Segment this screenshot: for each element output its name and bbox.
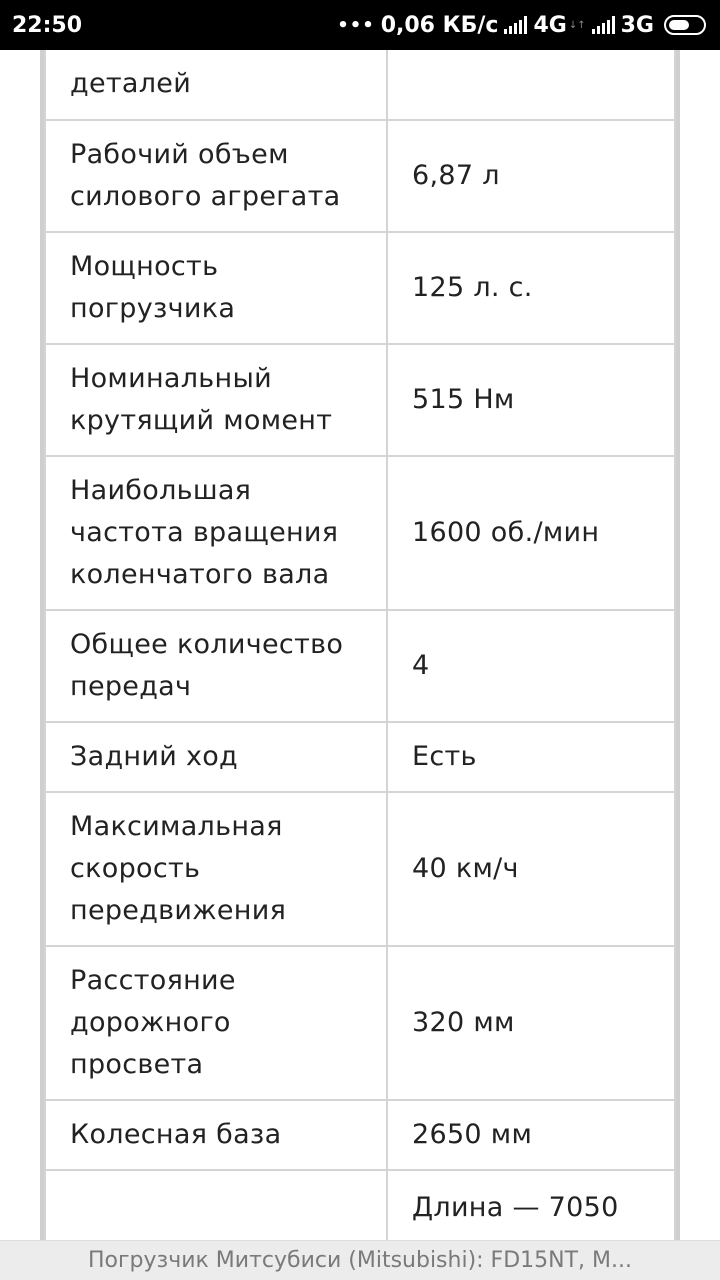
page-title[interactable]: Погрузчик Митсубиси (Mitsubishi): FD15NT, M... [87, 1248, 632, 1273]
spec-label: Общее количество передач [45, 610, 387, 722]
spec-value: 515 Нм [387, 344, 675, 456]
network-type-4g: 4G [533, 12, 567, 38]
spec-label: Колесная база [45, 1100, 387, 1170]
spec-value: Длина — 7050 [387, 1170, 675, 1240]
spec-label: деталей [45, 50, 387, 120]
spec-value: 125 л. с. [387, 232, 675, 344]
spec-value: 4 [387, 610, 675, 722]
page-title-bar[interactable] [0, 1240, 720, 1280]
spec-value: Есть [387, 722, 675, 792]
signal-strength-icon-2 [592, 16, 615, 34]
spec-table-container [40, 50, 680, 1240]
table-row [45, 50, 675, 120]
status-time: 22:50 [12, 12, 83, 38]
table-row [45, 1100, 675, 1170]
spec-value: 40 км/ч [387, 792, 675, 946]
signal-strength-icon [504, 16, 527, 34]
status-bar [0, 0, 720, 50]
spec-label: Наибольшая частота вращения коленчатого вала [45, 456, 387, 610]
status-indicators [337, 13, 706, 38]
table-row [45, 232, 675, 344]
table-row [45, 792, 675, 946]
table-row [45, 722, 675, 792]
spec-label [45, 1170, 387, 1240]
battery-icon [664, 15, 706, 35]
network-speed: 0,06 КБ/с [380, 12, 499, 38]
table-row [45, 946, 675, 1100]
table-row [45, 120, 675, 232]
table-row [45, 1170, 675, 1240]
spec-label: Мощность погрузчика [45, 232, 387, 344]
network-type-3g: 3G [620, 12, 654, 38]
spec-table [44, 50, 676, 1240]
spec-value: 6,87 л [387, 120, 675, 232]
spec-label: Задний ход [45, 722, 387, 792]
spec-label: Рабочий объем силового агрегата [45, 120, 387, 232]
spec-value: 320 мм [387, 946, 675, 1100]
spec-label: Номинальный крутящий момент [45, 344, 387, 456]
page-content[interactable] [0, 50, 720, 1240]
table-row [45, 610, 675, 722]
spec-label: Расстояние дорожного просвета [45, 946, 387, 1100]
more-notifications-icon: ••• [337, 14, 375, 36]
spec-label: Максимальная скорость передвижения [45, 792, 387, 946]
spec-value: 1600 об./мин [387, 456, 675, 610]
table-row [45, 456, 675, 610]
data-activity-icon: ↓↑ [568, 19, 586, 31]
spec-value: 2650 мм [387, 1100, 675, 1170]
table-row [45, 344, 675, 456]
spec-value [387, 50, 675, 120]
